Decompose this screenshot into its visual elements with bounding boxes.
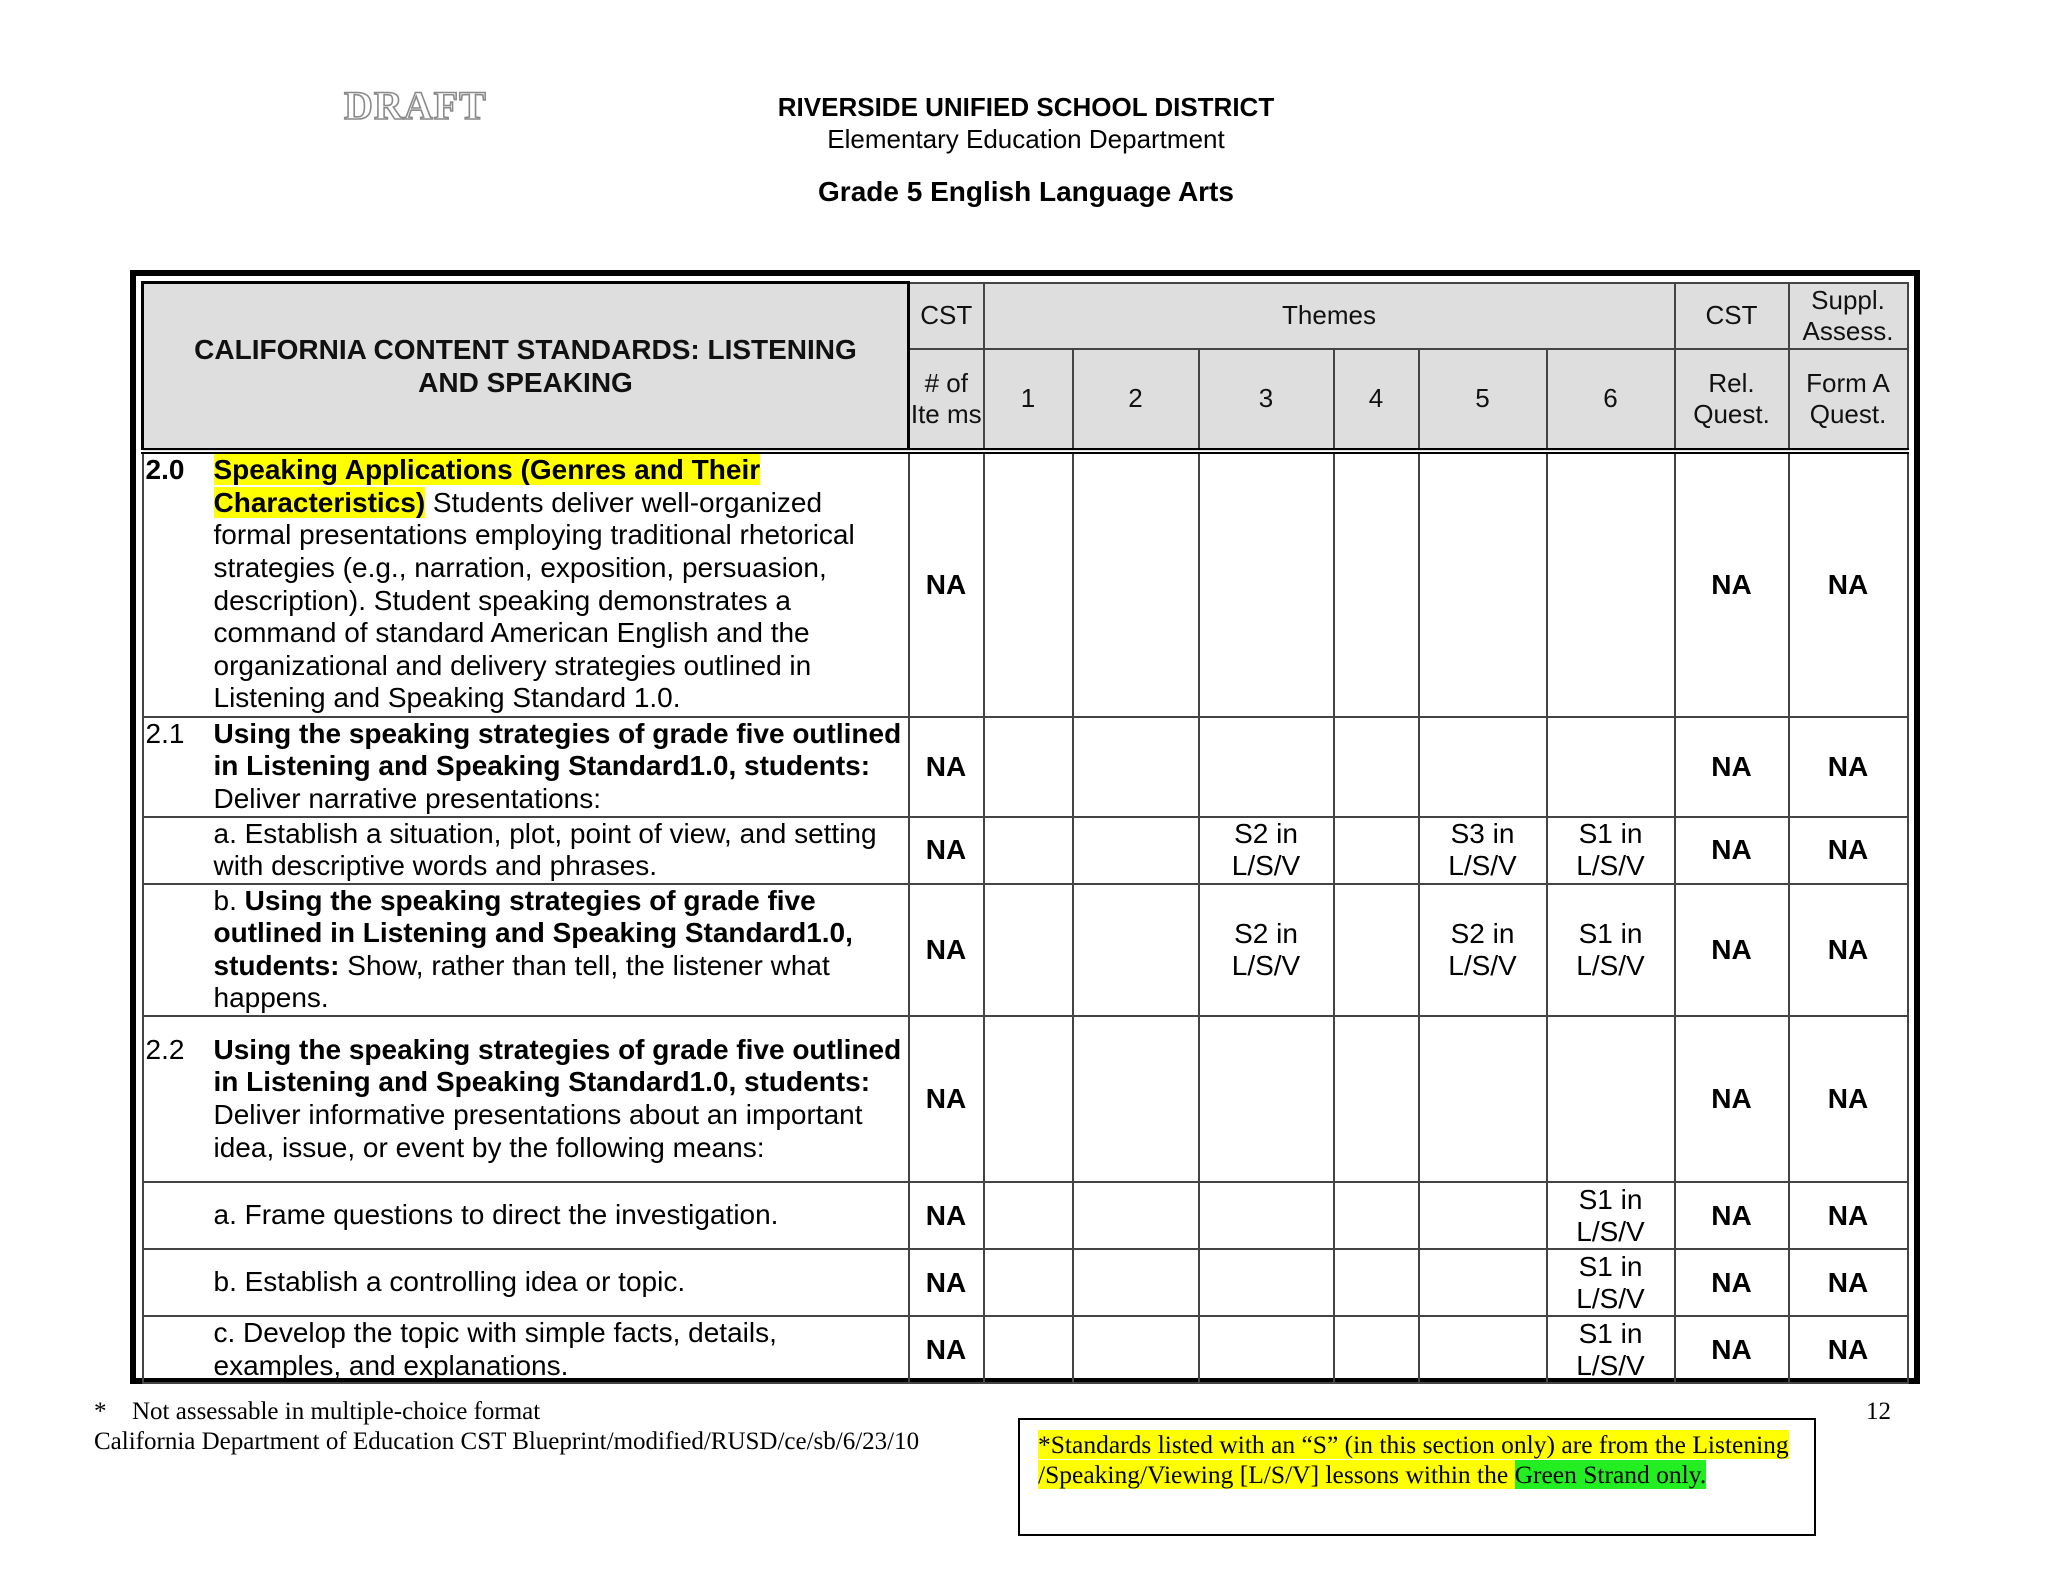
strand-note-text: *Standards listed with an “S” (in this section only) are from the Listening /Speaking/Viewing [L/S/V] lessons within the xyxy=(1038,1430,1789,1489)
table-row xyxy=(143,884,1908,1016)
theme-cell xyxy=(1419,1316,1547,1383)
header-form-a-quest: Form A Quest. xyxy=(1789,349,1908,451)
standard-number: 2.0 xyxy=(145,454,185,486)
theme-cell xyxy=(1419,717,1547,817)
theme-cell xyxy=(1419,1016,1547,1182)
footnote-source: California Department of Education CST Blueprint/modified/RUSD/ce/sb/6/23/10 xyxy=(94,1428,920,1455)
table-row xyxy=(143,1249,1908,1316)
rel-quest-cell: NA xyxy=(1675,1316,1789,1383)
header-cst-2: CST xyxy=(1675,283,1789,349)
rel-quest-cell: NA xyxy=(1675,1249,1789,1316)
cst-items-cell: NA xyxy=(909,451,984,717)
theme-cell xyxy=(1547,1016,1675,1182)
theme-cell xyxy=(1199,451,1334,717)
cst-items-cell: NA xyxy=(909,817,984,884)
cst-items-cell: NA xyxy=(909,717,984,817)
theme-cell xyxy=(1073,817,1199,884)
rel-quest-cell: NA xyxy=(1675,817,1789,884)
header-rel-quest: Rel. Quest. xyxy=(1675,349,1789,451)
standard-cell xyxy=(143,1182,909,1249)
theme-cell xyxy=(1334,817,1419,884)
theme-cell xyxy=(1547,717,1675,817)
standard-lead: Using the speaking strategies of grade five outlined in Listening and Speaking Standard1.0, students: xyxy=(213,1033,902,1098)
header-themes: Themes xyxy=(984,283,1675,349)
cst-items-cell: NA xyxy=(909,1182,984,1249)
theme-cell xyxy=(984,451,1073,717)
standard-text: b. Establish a controlling idea or topic. xyxy=(213,1266,686,1298)
footnote-assessable xyxy=(94,1398,540,1426)
theme-cell xyxy=(1073,717,1199,817)
form-a-cell: NA xyxy=(1789,817,1908,884)
strand-note-green: Green Strand only. xyxy=(1514,1460,1707,1489)
page-number: 12 xyxy=(1866,1398,1891,1425)
standard-number xyxy=(144,885,214,1015)
header-suppl-assess: Suppl. Assess. xyxy=(1789,283,1908,349)
form-a-cell: NA xyxy=(1789,1316,1908,1383)
theme-cell: S1 in L/S/V xyxy=(1547,817,1675,884)
header-theme-3: 3 xyxy=(1199,349,1334,451)
header-cst: CST xyxy=(909,283,984,349)
table-row xyxy=(143,1316,1908,1383)
form-a-cell: NA xyxy=(1789,1182,1908,1249)
cst-items-cell: NA xyxy=(909,1316,984,1383)
theme-cell xyxy=(1199,1316,1334,1383)
theme-cell xyxy=(984,1249,1073,1316)
theme-cell xyxy=(1334,1182,1419,1249)
standard-heading: Speaking Applications (Genres and Their Characteristics) xyxy=(213,454,761,518)
theme-cell xyxy=(1334,717,1419,817)
standard-cell xyxy=(143,717,909,817)
standard-prefix: b. xyxy=(213,884,245,916)
standard-cell xyxy=(143,1249,909,1316)
standard-number xyxy=(144,1199,214,1232)
form-a-cell: NA xyxy=(1789,1249,1908,1316)
standard-text: Deliver informative presentations about an important idea, issue, or event by the following means: xyxy=(213,1099,863,1163)
theme-cell: S1 in L/S/V xyxy=(1547,1182,1675,1249)
theme-cell xyxy=(984,884,1073,1016)
theme-cell xyxy=(984,1182,1073,1249)
table-row xyxy=(143,1182,1908,1249)
standard-number xyxy=(144,818,214,883)
theme-cell: S1 in L/S/V xyxy=(1547,1316,1675,1383)
theme-cell xyxy=(984,1016,1073,1182)
theme-cell xyxy=(1334,1249,1419,1316)
standard-cell xyxy=(143,1016,909,1182)
standard-number: 2.1 xyxy=(145,717,185,749)
table-row xyxy=(143,817,1908,884)
rel-quest-cell: NA xyxy=(1675,451,1789,717)
standard-text: Students deliver well-organized formal presentations employing traditional rhetorical strategies (e.g., narration, exposition, persuasion, description). Student speaking demonstrates a command of standard American English and the organizational and delivery strategies outlined in Listening and Speaking Standard 1.0. xyxy=(213,486,855,714)
table-row xyxy=(143,451,1908,717)
standard-text: a. Frame questions to direct the investigation. xyxy=(213,1199,779,1231)
rel-quest-cell: NA xyxy=(1675,884,1789,1016)
draft-watermark: DRAFT xyxy=(344,83,487,128)
theme-cell: S2 in L/S/V xyxy=(1199,884,1334,1016)
table-row xyxy=(143,1016,1908,1182)
table-title: CALIFORNIA CONTENT STANDARDS: LISTENING AND SPEAKING xyxy=(143,283,909,451)
theme-cell: S1 in L/S/V xyxy=(1547,884,1675,1016)
cst-items-cell: NA xyxy=(909,884,984,1016)
footnote-text: Not assessable in multiple-choice format xyxy=(132,1398,541,1425)
standard-number xyxy=(144,1317,214,1382)
footnote-star: * xyxy=(94,1398,107,1425)
theme-cell xyxy=(1199,1249,1334,1316)
header-theme-4: 4 xyxy=(1334,349,1419,451)
theme-cell xyxy=(1419,1182,1547,1249)
form-a-cell: NA xyxy=(1789,884,1908,1016)
theme-cell xyxy=(1334,1316,1419,1383)
district-name: RIVERSIDE UNIFIED SCHOOL DISTRICT xyxy=(777,92,1275,122)
theme-cell xyxy=(984,717,1073,817)
standard-number: 2.2 xyxy=(145,1033,185,1065)
theme-cell xyxy=(1073,1249,1199,1316)
theme-cell xyxy=(1073,1016,1199,1182)
header-theme-1: 1 xyxy=(984,349,1073,451)
theme-cell: S2 in L/S/V xyxy=(1419,884,1547,1016)
header-theme-2: 2 xyxy=(1073,349,1199,451)
theme-cell xyxy=(1199,1016,1334,1182)
cst-items-cell: NA xyxy=(909,1249,984,1316)
theme-cell xyxy=(1547,451,1675,717)
table-row xyxy=(143,717,1908,817)
standard-cell xyxy=(143,817,909,884)
header-num-items: # of Ite ms xyxy=(909,349,984,451)
theme-cell xyxy=(1419,451,1547,717)
standard-lead: Using the speaking strategies of grade five outlined in Listening and Speaking Standard1.0, students: xyxy=(213,717,902,782)
form-a-cell: NA xyxy=(1789,1016,1908,1182)
standard-text: c. Develop the topic with simple facts, details, examples, and explanations. xyxy=(213,1317,777,1381)
theme-cell: S1 in L/S/V xyxy=(1547,1249,1675,1316)
theme-cell xyxy=(1334,884,1419,1016)
standards-table xyxy=(141,281,1909,1384)
standard-number xyxy=(144,1266,214,1299)
department-name: Elementary Education Department xyxy=(827,124,1225,154)
theme-cell xyxy=(1073,1182,1199,1249)
standard-cell xyxy=(143,884,909,1016)
header-theme-6: 6 xyxy=(1547,349,1675,451)
theme-cell xyxy=(1419,1249,1547,1316)
form-a-cell: NA xyxy=(1789,717,1908,817)
theme-cell xyxy=(1334,451,1419,717)
standard-lead: Using the speaking strategies of grade five outlined in Listening and Speaking Standard1.0, students: xyxy=(213,884,853,981)
theme-cell xyxy=(1073,1316,1199,1383)
theme-cell xyxy=(984,1316,1073,1383)
rel-quest-cell: NA xyxy=(1675,717,1789,817)
header-theme-5: 5 xyxy=(1419,349,1547,451)
theme-cell: S3 in L/S/V xyxy=(1419,817,1547,884)
theme-cell: S2 in L/S/V xyxy=(1199,817,1334,884)
theme-cell xyxy=(1199,717,1334,817)
theme-cell xyxy=(1073,884,1199,1016)
theme-cell xyxy=(984,817,1073,884)
standard-cell xyxy=(143,1316,909,1383)
standard-text: Show, rather than tell, the listener what happens. xyxy=(213,949,830,1014)
form-a-cell: NA xyxy=(1789,451,1908,717)
theme-cell xyxy=(1073,451,1199,717)
cst-items-cell: NA xyxy=(909,1016,984,1182)
theme-cell xyxy=(1334,1016,1419,1182)
strand-note-box xyxy=(1018,1418,1816,1536)
standard-text: a. Establish a situation, plot, point of view, and setting with descriptive words and phrases. xyxy=(213,817,877,882)
theme-cell xyxy=(1199,1182,1334,1249)
standard-text: Deliver narrative presentations: xyxy=(213,782,602,814)
rel-quest-cell: NA xyxy=(1675,1016,1789,1182)
rel-quest-cell: NA xyxy=(1675,1182,1789,1249)
standard-cell xyxy=(143,451,909,717)
grade-title: Grade 5 English Language Arts xyxy=(818,176,1234,207)
